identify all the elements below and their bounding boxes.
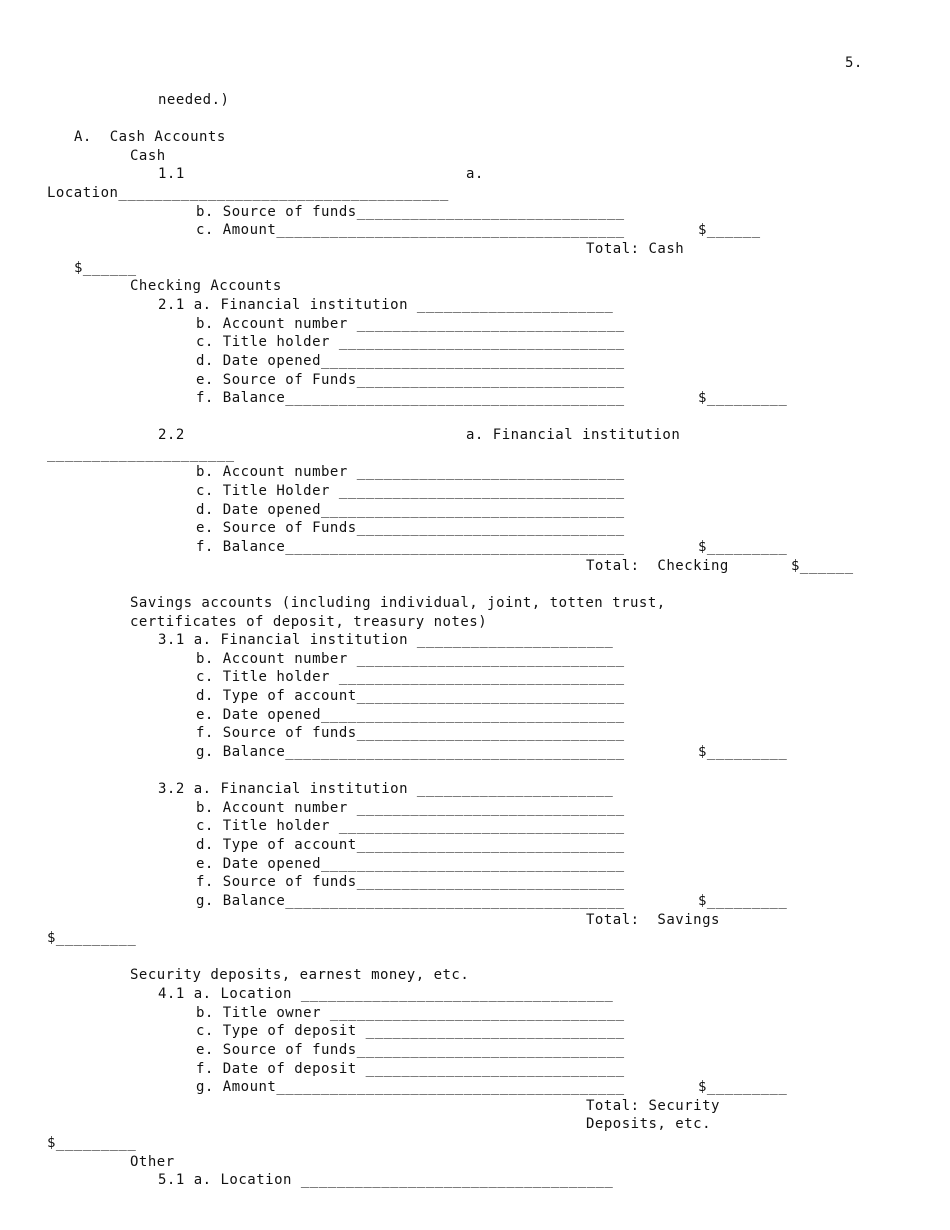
form-field-line: 3.2 a. Financial institution ______________________ (158, 781, 614, 797)
form-field-line: _____________________ (47, 446, 235, 462)
total-label: Total: Cash (586, 241, 685, 257)
amount-blank: $_________ (698, 390, 788, 406)
form-field-line: f. Source of funds______________________________ (196, 725, 625, 741)
field-label: a. Financial institution (466, 427, 681, 443)
amount-blank: $______ (74, 260, 137, 276)
amount-blank: $_________ (698, 539, 788, 555)
amount-blank: $______ (791, 558, 854, 574)
form-field-line: 3.1 a. Financial institution ______________________ (158, 632, 614, 648)
subsection-heading: Cash (130, 148, 166, 164)
form-field-line: b. Account number ______________________________ (196, 651, 625, 667)
amount-blank: $_________ (698, 744, 788, 760)
total-label: Total: Security (586, 1098, 720, 1114)
form-field-line: c. Title holder ________________________________ (196, 818, 625, 834)
form-field-line: 2.1 a. Financial institution ______________________ (158, 297, 614, 313)
amount-blank: $_________ (698, 1079, 788, 1095)
form-field-line: e. Date opened__________________________________ (196, 856, 625, 872)
subsection-heading: certificates of deposit, treasury notes) (130, 614, 488, 630)
amount-blank: $_________ (47, 1135, 137, 1151)
form-field-line: b. Title owner _________________________________ (196, 1005, 625, 1021)
form-field-line: f. Balance______________________________________ (196, 539, 625, 555)
form-field-line: e. Date opened__________________________________ (196, 707, 625, 723)
field-label: a. (466, 166, 484, 182)
form-field-line: c. Amount_______________________________________ (196, 222, 625, 238)
form-field-line: d. Date opened__________________________________ (196, 353, 625, 369)
form-field-line: b. Account number ______________________________ (196, 800, 625, 816)
form-field-line: e. Source of Funds______________________________ (196, 372, 625, 388)
item-number: 1.1 (158, 166, 185, 182)
page-number: 5. (845, 55, 863, 71)
form-field-line: d. Type of account______________________________ (196, 837, 625, 853)
total-label: Deposits, etc. (586, 1116, 712, 1132)
form-field-line: c. Title holder ________________________________ (196, 669, 625, 685)
total-label: Total: Checking (586, 558, 729, 574)
form-field-line: g. Balance______________________________________ (196, 893, 625, 909)
form-field-line: b. Account number ______________________________ (196, 464, 625, 480)
item-number: 2.2 (158, 427, 185, 443)
section-heading: A. Cash Accounts (74, 129, 226, 145)
form-field-line: e. Source of Funds______________________________ (196, 520, 625, 536)
form-field-line: f. Source of funds______________________________ (196, 874, 625, 890)
form-field-line: g. Balance______________________________________ (196, 744, 625, 760)
total-label: Total: Savings (586, 912, 720, 928)
amount-blank: $_________ (47, 930, 137, 946)
form-text-line: needed.) (158, 92, 230, 108)
form-field-line: Location_____________________________________ (47, 185, 449, 201)
amount-blank: $_________ (698, 893, 788, 909)
form-field-line: f. Balance______________________________________ (196, 390, 625, 406)
amount-blank: $______ (698, 222, 761, 238)
form-field-line: b. Account number ______________________________ (196, 316, 625, 332)
subsection-heading: Security deposits, earnest money, etc. (130, 967, 470, 983)
form-field-line: b. Source of funds______________________________ (196, 204, 625, 220)
form-field-line: f. Date of deposit _____________________________ (196, 1061, 625, 1077)
form-field-line: d. Date opened__________________________________ (196, 502, 625, 518)
form-field-line: c. Type of deposit _____________________________ (196, 1023, 625, 1039)
form-field-line: d. Type of account______________________________ (196, 688, 625, 704)
subsection-heading: Other (130, 1154, 175, 1170)
form-field-line: 5.1 a. Location ___________________________________ (158, 1172, 614, 1188)
form-field-line: c. Title Holder ________________________________ (196, 483, 625, 499)
form-field-line: e. Source of funds______________________________ (196, 1042, 625, 1058)
subsection-heading: Savings accounts (including individual, joint, totten trust, (130, 595, 666, 611)
form-field-line: 4.1 a. Location ___________________________________ (158, 986, 614, 1002)
form-field-line: c. Title holder ________________________________ (196, 334, 625, 350)
subsection-heading: Checking Accounts (130, 278, 282, 294)
form-field-line: g. Amount_______________________________________ (196, 1079, 625, 1095)
